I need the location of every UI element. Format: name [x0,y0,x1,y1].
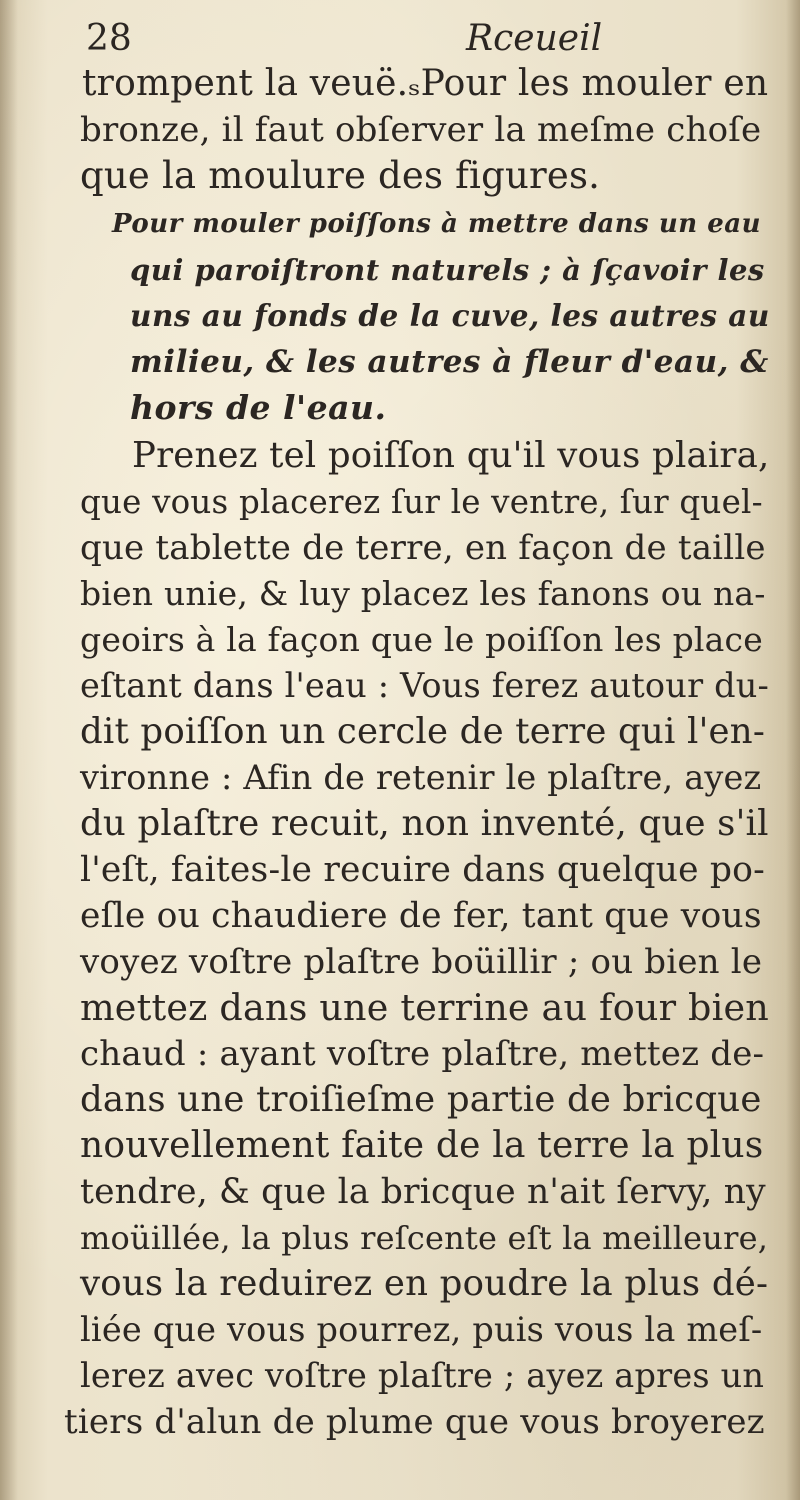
section-heading-line-3: uns au fonds de la cuve, les autres au [130,298,770,333]
text-line-21: mettez dans une terrine au four bien [80,986,769,1029]
text-line-11: que tablette de terre, en façon de taille [80,528,766,568]
text-line-17: du plaſtre recuit, non inventé, que s'il [80,803,769,844]
text-line-16: vironne : Afin de retenir le plaſtre, ayez [80,758,762,797]
text-line-3: que la moulure des figures. [80,154,601,197]
text-line-10: que vous placerez ſur le ventre, ſur quel- [80,483,763,521]
text-line-26: moüillée, la plus reſcente eſt la meilleure, [80,1219,769,1257]
section-heading-line-2: qui paroiſtront naturels ; à ſçavoir les [130,253,765,287]
text-line-13: geoirs à la façon que le poiſſon les place [80,620,763,659]
page-number: 28 [86,18,132,59]
section-heading-line-1: Pour mouler poiſſons à mettre dans un eau [112,209,762,239]
text-line-22: chaud : ayant voſtre plaſtre, mettez de- [80,1034,765,1074]
running-head: Rceueil [466,18,603,59]
text-line-19: eſle ou chaudiere de fer, tant que vous [80,896,762,936]
text-line-23: dans une troiſieſme partie de bricque [80,1079,762,1120]
text-line-30: tiers d'alun de plume que vous broyerez [64,1402,765,1442]
page-edge-shadow [786,0,800,1500]
text-line-20: voyez voſtre plaſtre boüillir ; ou bien le [80,942,763,982]
text-line-1: trompent la veuë.ₛPour les mouler en [82,63,769,104]
text-line-24: nouvellement faite de la terre la plus [80,1125,764,1166]
text-line-14: eſtant dans l'eau : Vous ferez autour du- [80,666,770,705]
text-line-28: liée que vous pourrez, puis vous la meſ- [80,1310,763,1349]
spine-shadow [0,0,18,1500]
section-heading-line-4: milieu, & les autres à fleur d'eau, & [130,344,769,380]
text-line-9: Prenez tel poiſſon qu'il vous plaira, [132,435,770,476]
text-line-2: bronze, il faut obſerver la meſme choſe [80,110,762,150]
section-heading-line-5: hors de l'eau. [130,388,387,427]
page-header [86,12,746,60]
text-line-15: dit poiſſon un cercle de terre qui l'en- [80,711,766,752]
text-line-18: l'eſt, faites-le recuire dans quelque po- [80,850,765,890]
text-line-25: tendre, & que la bricque n'ait ſervy, ny [80,1172,766,1212]
text-line-27: vous la reduirez en poudre la plus dé- [80,1263,769,1304]
text-line-12: bien unie, & luy placez les fanons ou na- [80,574,766,613]
text-line-29: lerez avec voſtre plaſtre ; ayez apres un [80,1356,765,1395]
